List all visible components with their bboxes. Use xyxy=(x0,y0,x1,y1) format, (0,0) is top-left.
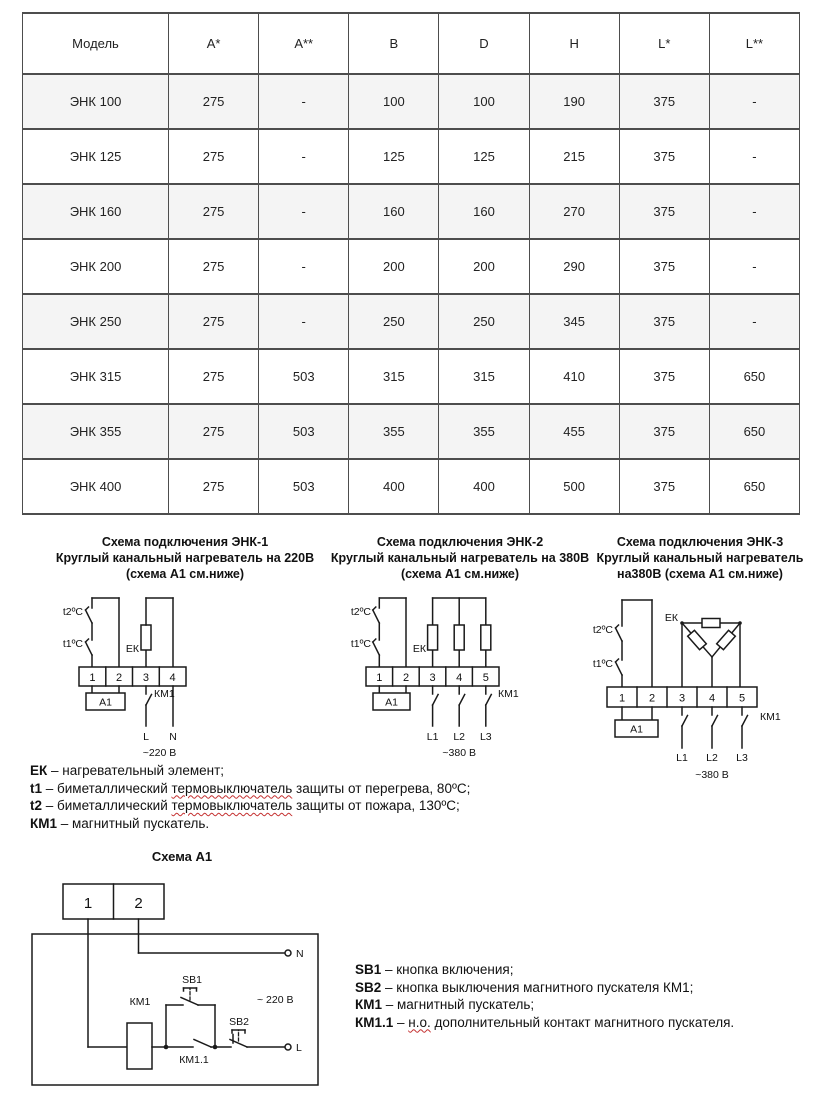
table-cell: 315 xyxy=(439,349,529,404)
legend-line: КМ1 – магнитный пускатель; xyxy=(355,997,535,1012)
table-cell: 375 xyxy=(619,74,709,129)
table-cell: 650 xyxy=(709,349,799,404)
heater-element xyxy=(702,619,720,628)
table-cell: - xyxy=(259,294,349,349)
title-line: Круглый канальный нагреватель на 220В xyxy=(55,551,315,565)
heater-element xyxy=(428,625,438,650)
km1-contact xyxy=(146,686,152,726)
label-phase-l: L xyxy=(143,731,149,743)
heater-element xyxy=(454,625,464,650)
label-t1: t1ºC xyxy=(62,638,83,650)
table-cell: 160 xyxy=(439,184,529,239)
thermal-switch-loop xyxy=(373,598,406,667)
table-row xyxy=(23,294,800,349)
column-header: L** xyxy=(709,13,799,74)
column-header: Модель xyxy=(23,13,169,74)
table-cell: ЭНК 160 xyxy=(23,184,169,239)
terminal-number: 1 xyxy=(89,672,96,684)
label-neutral-n: N xyxy=(169,731,177,743)
table-cell: - xyxy=(709,184,799,239)
table-cell: 375 xyxy=(619,349,709,404)
table-row xyxy=(23,239,800,294)
table-cell: 275 xyxy=(169,404,259,459)
heater-delta xyxy=(680,619,742,688)
table-cell: ЭНК 200 xyxy=(23,239,169,294)
legend-line: КМ1.1 – н.о. дополнительный контакт магнитного пускателя. xyxy=(355,1014,735,1030)
label-phase-l1: L1 xyxy=(426,731,439,743)
label-phase-l: L xyxy=(296,1042,302,1054)
legend-line: ЕК – нагревательный элемент; xyxy=(30,763,225,778)
table-cell: 290 xyxy=(529,239,619,294)
wiring-diagram-enk1 xyxy=(30,588,310,770)
terminal-number: 2 xyxy=(116,672,123,684)
terminal-number: 3 xyxy=(142,672,149,684)
terminal-number: 4 xyxy=(456,672,463,684)
table-cell: - xyxy=(709,129,799,184)
label-phase-l3: L3 xyxy=(736,752,748,764)
table-cell: 275 xyxy=(169,239,259,294)
legend-line: t2 – биметаллический термовыключатель защиты от пожара, 130ºС; xyxy=(30,798,460,813)
column-header: B xyxy=(349,13,439,74)
table-cell: 355 xyxy=(439,404,529,459)
label-supply: ~380 В xyxy=(695,769,729,781)
a1-legend xyxy=(355,961,805,1031)
table-cell: ЭНК 355 xyxy=(23,404,169,459)
table-cell: - xyxy=(259,239,349,294)
n-terminal xyxy=(285,950,291,956)
table-cell: 375 xyxy=(619,294,709,349)
table-cell: 345 xyxy=(529,294,619,349)
label-sb1: SB1 xyxy=(182,974,202,986)
table-cell: 375 xyxy=(619,239,709,294)
table-cell: 200 xyxy=(439,239,529,294)
title-line: Схема подключения ЭНК-3 xyxy=(616,535,784,549)
table-cell: 125 xyxy=(349,129,439,184)
title-line: (схема А1 см.ниже) xyxy=(125,567,245,581)
legend-key: КМ1.1 xyxy=(355,1014,394,1030)
label-ek: ЕК xyxy=(412,643,426,655)
legend-line: КМ1 – магнитный пускатель. xyxy=(30,815,210,831)
legend-key: SB2 xyxy=(355,979,382,995)
label-km1: КМ1 xyxy=(760,711,781,723)
terminal-number: 1 xyxy=(83,895,93,912)
legend-line: SB1 – кнопка включения; xyxy=(355,962,514,977)
table-cell: 160 xyxy=(349,184,439,239)
table-cell: 400 xyxy=(349,459,439,514)
legend-key: ЕК xyxy=(30,763,48,778)
table-cell: 275 xyxy=(169,184,259,239)
terminal-number: 1 xyxy=(376,672,383,684)
heater-element xyxy=(717,630,736,649)
table-cell: 375 xyxy=(619,404,709,459)
legend-line: t1 – биметаллический термовыключатель защиты от перегрева, 80ºС; xyxy=(30,780,471,796)
table-cell: 375 xyxy=(619,184,709,239)
legend-key: КМ1 xyxy=(355,997,382,1012)
table-cell: ЭНК 125 xyxy=(23,129,169,184)
diagram-title-enk2 xyxy=(300,534,620,582)
label-a1: А1 xyxy=(385,696,398,709)
table-row xyxy=(23,129,800,184)
label-km11: КМ1.1 xyxy=(179,1054,209,1066)
components-legend xyxy=(30,762,570,832)
label-supply: ~380 В xyxy=(442,747,476,759)
misspelled-word: термовыключатель xyxy=(171,798,293,813)
terminal-number: 5 xyxy=(482,672,489,684)
heater-element xyxy=(481,625,491,650)
terminal-number: 4 xyxy=(169,672,176,684)
label-sb2: SB2 xyxy=(229,1016,249,1028)
table-cell: 503 xyxy=(259,349,349,404)
label-ek: ЕК xyxy=(664,612,678,624)
column-header: D xyxy=(439,13,529,74)
legend-key: КМ1 xyxy=(30,815,57,831)
table-cell: ЭНК 315 xyxy=(23,349,169,404)
table-cell: 275 xyxy=(169,349,259,404)
label-t2: t2ºC xyxy=(62,606,83,618)
misspelled-word: н.о. xyxy=(408,1014,431,1030)
wiring-diagram-enk2 xyxy=(330,588,590,768)
table-cell: 100 xyxy=(349,74,439,129)
table-cell: 375 xyxy=(619,129,709,184)
terminal-number: 3 xyxy=(429,672,436,684)
table-cell: 400 xyxy=(439,459,529,514)
table-cell: 250 xyxy=(349,294,439,349)
terminal-number: 1 xyxy=(618,692,626,705)
table-cell: ЭНК 400 xyxy=(23,459,169,514)
table-cell: 250 xyxy=(439,294,529,349)
dimensions-table xyxy=(22,12,800,515)
label-t2: t2ºC xyxy=(592,624,613,636)
table-cell: 375 xyxy=(619,459,709,514)
heater-branches xyxy=(428,598,491,667)
table-cell: 275 xyxy=(169,294,259,349)
thermal-switch-loop xyxy=(86,598,120,667)
label-t1: t1ºC xyxy=(350,638,371,650)
terminal-number: 2 xyxy=(402,672,410,684)
label-supply: ~ 220 В xyxy=(257,994,294,1006)
column-header: L* xyxy=(619,13,709,74)
legend-key: SB1 xyxy=(355,962,382,977)
table-cell: 503 xyxy=(259,404,349,459)
table-cell: 315 xyxy=(349,349,439,404)
legend-line: SB2 – кнопка выключения магнитного пускателя КМ1; xyxy=(355,979,694,995)
table-cell: 215 xyxy=(529,129,619,184)
km1-contacts xyxy=(433,686,492,726)
table-cell: 275 xyxy=(169,74,259,129)
table-cell: ЭНК 100 xyxy=(23,74,169,129)
misspelled-word: термовыключатель xyxy=(171,780,293,796)
terminal-number: 3 xyxy=(678,692,686,705)
title-line: Схема подключения ЭНК-1 xyxy=(101,535,269,549)
terminal-number: 2 xyxy=(648,692,656,705)
table-row xyxy=(23,74,800,129)
a1-control-schematic xyxy=(20,872,350,1092)
table-cell: 650 xyxy=(709,459,799,514)
table-cell: 190 xyxy=(529,74,619,129)
title-line: (схема А1 см.ниже) xyxy=(400,567,520,581)
table-row xyxy=(23,349,800,404)
table-cell: - xyxy=(259,184,349,239)
heater-branch xyxy=(141,598,173,667)
enclosure-box xyxy=(32,934,318,1085)
title-line: на380В (схема А1 см.ниже) xyxy=(617,567,783,581)
label-a1: А1 xyxy=(99,696,112,709)
table-cell: 275 xyxy=(169,129,259,184)
label-phase-l2: L2 xyxy=(453,731,466,743)
table-cell: - xyxy=(709,294,799,349)
table-cell: 455 xyxy=(529,404,619,459)
label-phase-l3: L3 xyxy=(479,731,492,743)
title-line: Круглый канальный нагреватель на 380В xyxy=(330,551,590,565)
diagram-title-enk3 xyxy=(588,534,812,582)
km1-contacts xyxy=(682,707,748,748)
table-cell: - xyxy=(709,239,799,294)
km1-coil xyxy=(127,1023,152,1069)
a1-schema-title: Схема А1 xyxy=(151,849,213,864)
table-cell: 270 xyxy=(529,184,619,239)
table-cell: - xyxy=(259,74,349,129)
title-line: Схема подключения ЭНК-2 xyxy=(376,535,544,549)
wiring-diagram-enk3 xyxy=(580,588,815,793)
table-cell: 100 xyxy=(439,74,529,129)
table-row xyxy=(23,459,800,514)
column-header: H xyxy=(529,13,619,74)
table-row xyxy=(23,404,800,459)
table-cell: 650 xyxy=(709,404,799,459)
l-terminal xyxy=(285,1044,291,1050)
table-cell: ЭНК 250 xyxy=(23,294,169,349)
table-cell: 200 xyxy=(349,239,439,294)
legend-key: t2 xyxy=(30,798,43,813)
table-row xyxy=(23,184,800,239)
heater-element xyxy=(141,625,151,650)
table-cell: 355 xyxy=(349,404,439,459)
table-cell: 500 xyxy=(529,459,619,514)
label-km1: КМ1 xyxy=(129,996,151,1008)
terminal-number: 2 xyxy=(134,895,143,912)
column-header: A** xyxy=(259,13,349,74)
title-line: Круглый канальный нагреватель xyxy=(596,551,804,565)
label-phase-l1: L1 xyxy=(676,752,688,764)
table-cell: - xyxy=(709,74,799,129)
heater-element xyxy=(688,630,707,649)
label-a1: А1 xyxy=(630,723,643,736)
table-cell: - xyxy=(259,129,349,184)
column-header: A* xyxy=(169,13,259,74)
label-phase-l2: L2 xyxy=(706,752,718,764)
label-neutral-n: N xyxy=(296,948,304,960)
label-supply: ~220 В xyxy=(142,747,177,759)
table-cell: 125 xyxy=(439,129,529,184)
table-cell: 410 xyxy=(529,349,619,404)
label-ek: ЕК xyxy=(125,643,139,655)
terminal-number: 4 xyxy=(708,692,716,705)
thermal-switch-loop xyxy=(616,600,653,687)
legend-key: t1 xyxy=(30,780,43,796)
label-t2: t2ºC xyxy=(350,606,371,618)
label-km1: КМ1 xyxy=(498,688,519,700)
table-cell: 503 xyxy=(259,459,349,514)
label-km1: КМ1 xyxy=(154,688,175,700)
table-cell: 275 xyxy=(169,459,259,514)
label-t1: t1ºC xyxy=(592,658,613,670)
terminal-number: 5 xyxy=(738,692,746,705)
